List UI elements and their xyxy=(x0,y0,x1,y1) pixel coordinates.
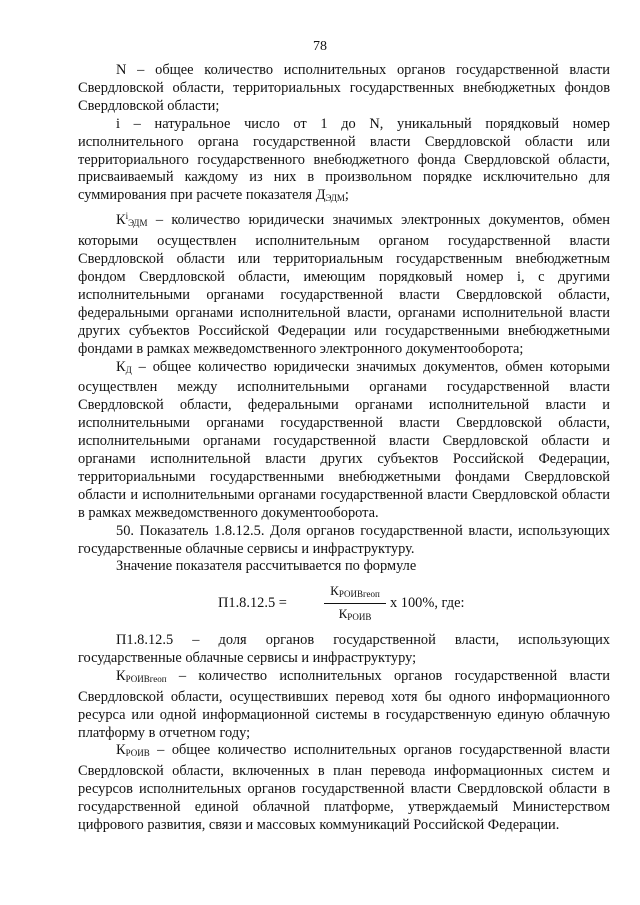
subscript: ЭДМ xyxy=(128,218,148,229)
text-run: К xyxy=(116,742,126,759)
paragraph-p6 xyxy=(78,558,610,576)
numerator-symbol: К xyxy=(330,583,339,598)
formula-numerator xyxy=(324,583,386,602)
text-run: 50. Показатель 1.8.12.5. Доля органов государственной власти, использующих государственные облачные сервисы и инфраструктуру. xyxy=(78,522,610,557)
paragraph-p2 xyxy=(78,116,610,209)
text-run: ; xyxy=(344,187,349,204)
text-run: К xyxy=(116,358,126,375)
subscript: ЭДМ xyxy=(325,193,345,204)
superscript: i xyxy=(125,211,129,222)
subscript: РОИВгеоп xyxy=(125,673,167,684)
text-run: – общее количество исполнительных органов государственной власти Свердловской области, включенных в план перевода информационных систем и ресурсов исполнительных органов государственной власти Свердловской области в государственной единой облачной платформе, утверждаемый Министерством цифрового развития, связи и массовых коммуникаций Российской Федерации. xyxy=(78,742,610,834)
text-block-bottom xyxy=(78,632,610,835)
paragraph-q1 xyxy=(78,632,610,668)
text-run: i – натуральное число от 1 до N, уникальный порядковый номер исполнительного органа государственной власти Свердловской области или территориального государственного внебюджетного фонда Свердловской области, присваиваемый каждому из них в произвольном порядке исключительно для суммирования при расчете показателя Д xyxy=(78,115,610,204)
formula-lhs: П1.8.12.5 = xyxy=(218,595,287,611)
formula-denominator xyxy=(324,606,386,625)
paragraph-q2 xyxy=(78,668,610,743)
formula-fraction xyxy=(324,583,386,625)
denominator-symbol: К xyxy=(338,606,348,621)
text-run: П1.8.12.5 – доля органов государственной власти, использующих государственные облачные сервисы и инфраструктуру; xyxy=(78,632,610,666)
page-number: 78 xyxy=(313,39,327,54)
text-run: К xyxy=(116,212,126,229)
paragraph-p1 xyxy=(78,62,610,116)
denominator-subscript: РОИВ xyxy=(347,612,372,622)
formula-rhs: x 100%, где: xyxy=(390,595,465,611)
text-run: – общее количество юридически значимых документов, обмен которыми осуществлен между исполнительными органами государственной власти Свердловской области, федеральными органами исполнительной власти и исполнительными органами государственной власти Свердловской области, исполнительными органами государственной власти Свердловской области и органами исполнительной власти других субъектов Российской Федерации, территориальными государственными внебюджетными фондами Свердловской области и исполнительными органами государственной власти Свердловской области в рамках межведомственного документооборота. xyxy=(78,358,610,521)
subscript: РОИВ xyxy=(125,748,150,759)
fraction-line xyxy=(324,603,386,604)
text-run: N – общее количество исполнительных органов государственной власти Свердловской области, территориальных государственных внебюджетных фондов Свердловской области; xyxy=(78,62,610,114)
numerator-subscript: РОИВгеоп xyxy=(338,589,380,599)
text-run: Значение показателя рассчитывается по формуле xyxy=(116,558,417,575)
paragraph-p3 xyxy=(78,208,610,358)
text-block-top xyxy=(78,62,610,576)
paragraph-p5 xyxy=(78,523,610,559)
paragraph-p4 xyxy=(78,359,610,523)
formula xyxy=(0,583,640,629)
subscript: Д xyxy=(125,364,132,375)
text-run: – количество юридически значимых электронных документов, обмен которыми осуществлен исполнительным органом государственной власти Свердловской области или территориальным государственным внебюджетным фондом Свердловской области, имеющим порядковый номер i, с другими исполнительными органами государственной власти Свердловской области, федеральными органами исполнительной власти, органами исполнительной власти других субъектов Российской Федерации или государственными внебюджетными фондами в рамках межведомственного электронного документооборота; xyxy=(78,212,610,357)
text-run: – количество исполнительных органов государственной власти Свердловской области, осуществивших перевод хотя бы одного информационного ресурса или одной информационной системы в государственную единую облачную платформу в отчетном году; xyxy=(78,667,610,741)
text-run: К xyxy=(116,667,126,684)
paragraph-q3 xyxy=(78,742,610,835)
